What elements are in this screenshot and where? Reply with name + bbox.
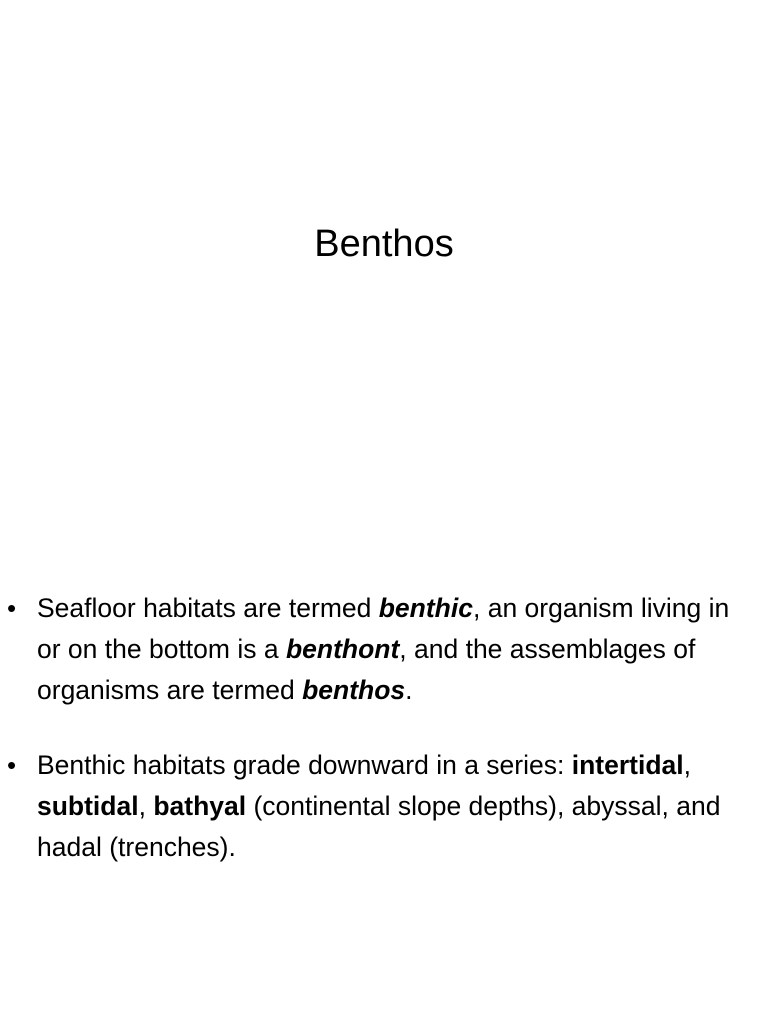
term-benthic: benthic xyxy=(378,593,473,623)
term-subtidal: subtidal xyxy=(37,791,139,821)
text-segment: (continental slope depths), abyssal, and hadal (trenches). xyxy=(37,791,721,862)
bullet-marker-icon: • xyxy=(7,750,17,780)
bullet-item xyxy=(0,745,737,868)
text-segment: . xyxy=(405,675,413,705)
term-intertidal: intertidal xyxy=(571,750,684,780)
bullet-list xyxy=(0,588,768,902)
term-benthont: benthont xyxy=(285,634,400,664)
bullet-item xyxy=(0,588,737,711)
bullet-text xyxy=(37,750,720,862)
slide-title: Benthos xyxy=(314,223,454,265)
bullet-marker-icon: • xyxy=(7,593,17,623)
text-segment: Benthic habitats grade downward in a series: xyxy=(37,750,572,780)
text-segment: Seafloor habitats are termed xyxy=(37,593,379,623)
text-segment: , xyxy=(138,791,154,821)
text-segment: , and the assemblages of organisms are termed xyxy=(37,634,696,705)
bullet-text xyxy=(37,593,729,705)
term-bathyal: bathyal xyxy=(153,791,247,821)
text-segment: , an organism living in or on the bottom is a xyxy=(37,593,730,664)
text-segment: , xyxy=(683,750,692,780)
term-benthos: benthos xyxy=(302,675,406,705)
